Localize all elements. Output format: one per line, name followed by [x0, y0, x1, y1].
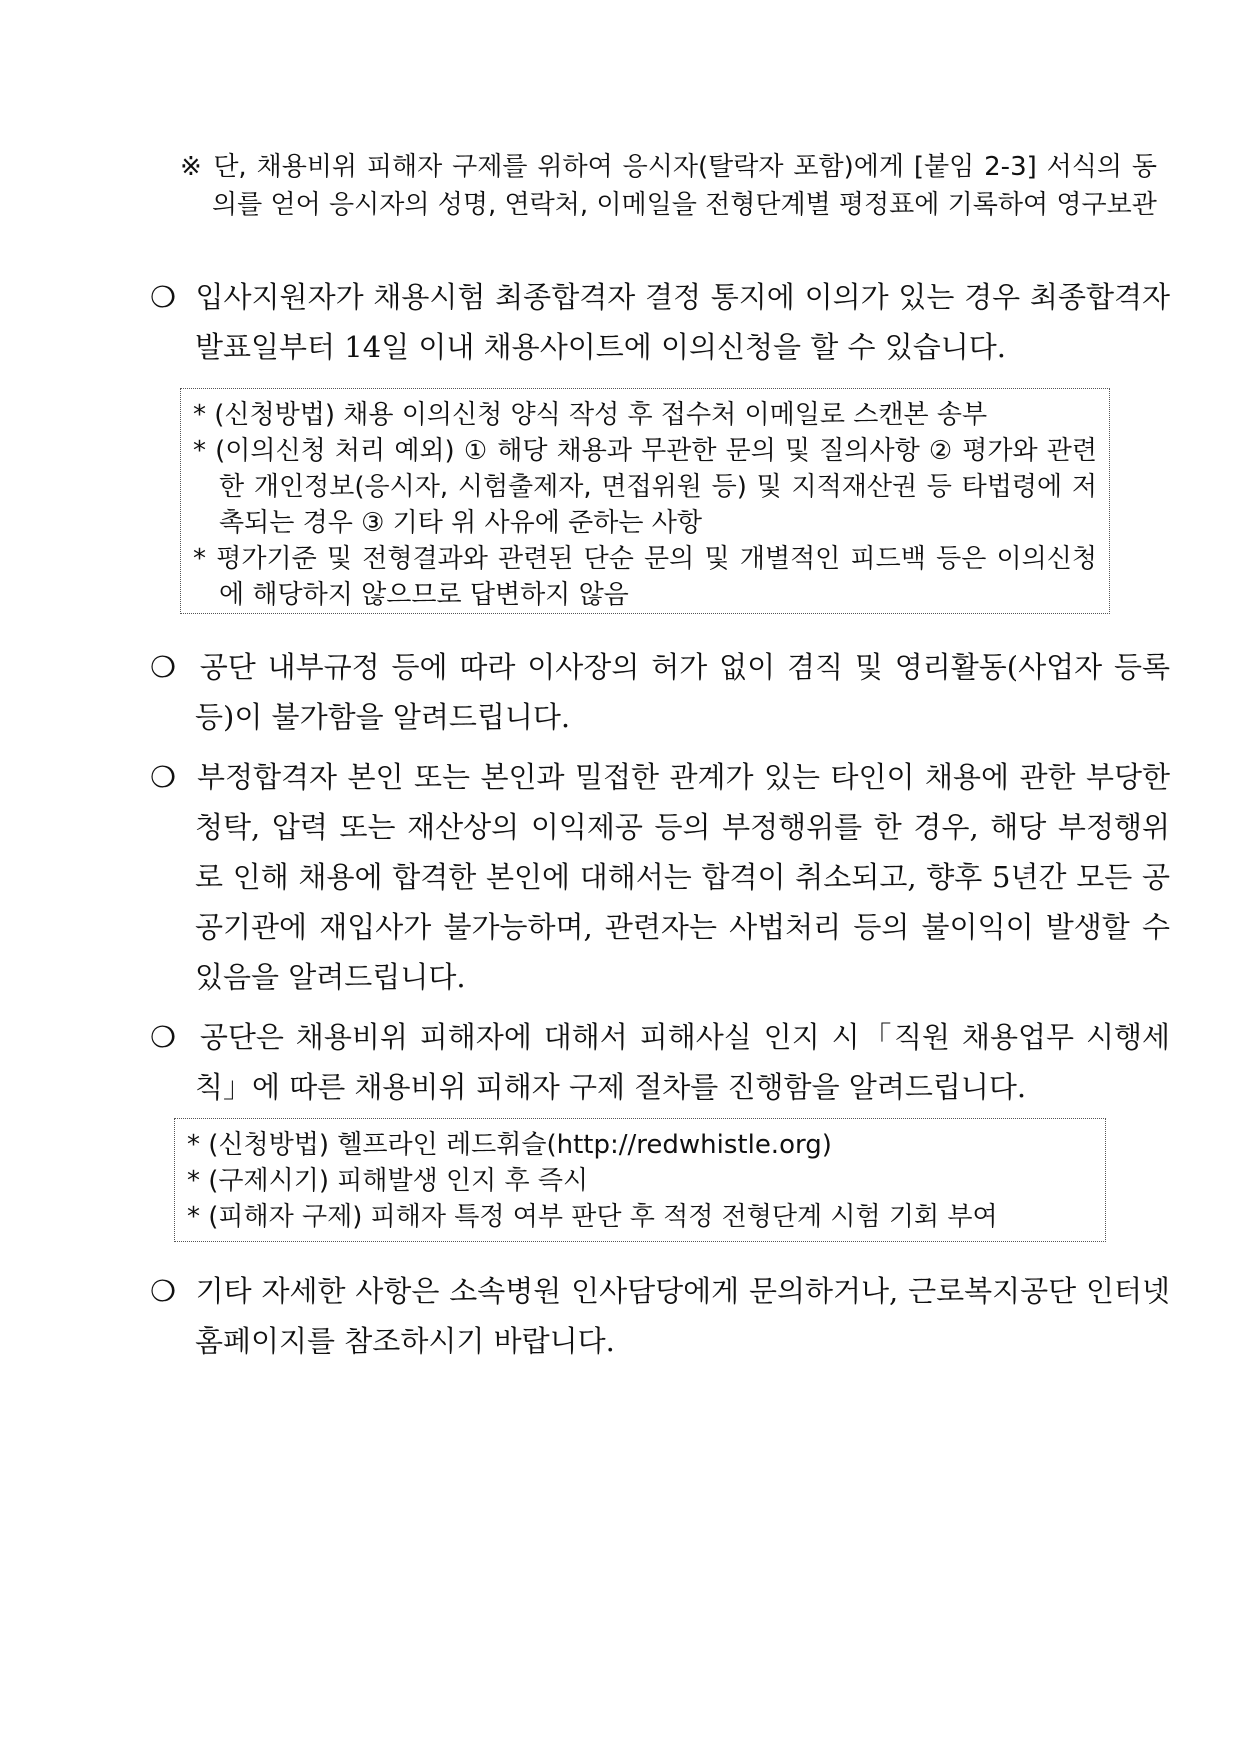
bullet-item-victim-relief — [150, 1012, 1170, 1112]
box-row: * 평가기준 및 전형결과와 관련된 단순 문의 및 개별적인 피드백 등은 이의신청에 해당하지 않으므로 답변하지 않음 — [193, 544, 1097, 610]
bullet-circle-icon: ❍ — [150, 1274, 176, 1308]
bullet-circle-icon: ❍ — [150, 650, 176, 684]
note-text: 단, 채용비위 피해자 구제를 위하여 응시자(탈락자 포함)에게 [붙임 2-3] 서식의 동의를 얻어 응시자의 성명, 연락처, 이메일을 전형단계별 평정표에 기록하여 영구보관 — [212, 152, 1157, 220]
reference-mark: ※ — [180, 152, 204, 182]
bullet-item-side-job — [150, 642, 1170, 742]
bullet-circle-icon: ❍ — [150, 760, 176, 794]
objection-info-box — [180, 388, 1110, 614]
box-row: * (피해자 구제) 피해자 특정 여부 판단 후 적정 전형단계 시험 기회 부여 — [187, 1202, 998, 1232]
bullet-item-fraud — [150, 752, 1170, 1002]
box-row: * (구제시기) 피해발생 인지 후 즉시 — [187, 1166, 589, 1196]
bullet-text: 공단은 채용비위 피해자에 대해서 피해사실 인지 시「직원 채용업무 시행세칙」에 따른 채용비위 피해자 구제 절차를 진행함을 알려드립니다. — [195, 1020, 1171, 1104]
victim-relief-box — [174, 1118, 1106, 1242]
bullet-text: 공단 내부규정 등에 따라 이사장의 허가 없이 겸직 및 영리활동(사업자 등록 등)이 불가함을 알려드립니다. — [195, 650, 1171, 734]
bullet-text: 부정합격자 본인 또는 본인과 밀접한 관계가 있는 타인이 채용에 관한 부당한 청탁, 압력 또는 재산상의 이익제공 등의 부정행위를 한 경우, 해당 부정행위로 인해 채용에 합격한 본인에 대해서는 합격이 취소되고, 향후 5년간 모든 공공기관에 재입사가 불가능하며, 관련자는 사법처리 등의 불이익이 발생할 수 있음을 알려드립니다. — [195, 760, 1171, 994]
bullet-circle-icon: ❍ — [150, 280, 176, 314]
box-row: * (신청방법) 채용 이의신청 양식 작성 후 접수처 이메일로 스캔본 송부 — [193, 400, 988, 430]
bullet-item-objection — [150, 272, 1170, 372]
box-row: * (신청방법) 헬프라인 레드휘슬(http://redwhistle.org) — [187, 1130, 832, 1160]
bullet-text: 입사지원자가 채용시험 최종합격자 결정 통지에 이의가 있는 경우 최종합격자 발표일부터 14일 이내 채용사이트에 이의신청을 할 수 있습니다. — [195, 280, 1170, 364]
box-row: * (이의신청 처리 예외) ① 해당 채용과 무관한 문의 및 질의사항 ② 평가와 관련한 개인정보(응시자, 시험출제자, 면접위원 등) 및 지적재산권 등 타법령에 저촉되는 경우 ③ 기타 위 사유에 준하는 사항 — [193, 436, 1097, 538]
bullet-circle-icon: ❍ — [150, 1020, 176, 1054]
note-paragraph — [180, 148, 1157, 224]
bullet-item-contact — [150, 1266, 1170, 1366]
bullet-text: 기타 자세한 사항은 소속병원 인사담당에게 문의하거나, 근로복지공단 인터넷 홈페이지를 참조하시기 바랍니다. — [195, 1274, 1171, 1358]
